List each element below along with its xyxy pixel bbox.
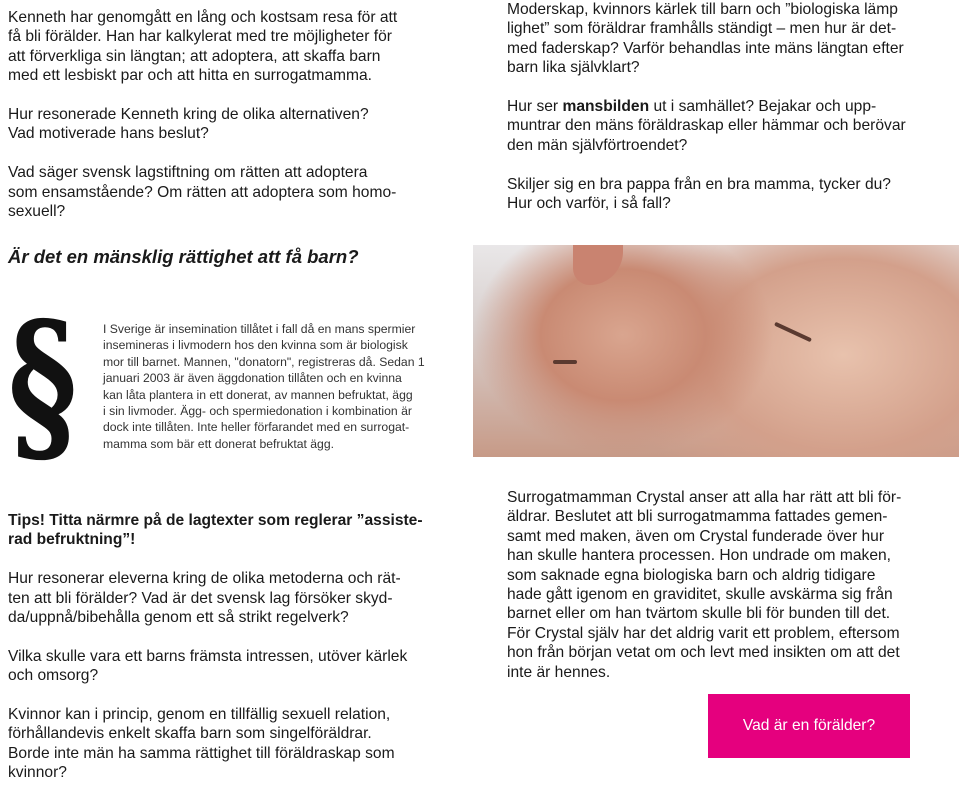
text-line: lighet” som föräldrar framhålls ständigt – men hur är det- xyxy=(507,20,897,38)
section-heading: Är det en mänsklig rättighet att få barn? xyxy=(8,246,359,267)
text-line: Hur resonerade Kenneth kring de olika alternativen? xyxy=(8,106,369,124)
text-line: samt med maken, även om Crystal funderade över hur xyxy=(507,527,885,545)
text-line: Vilka skulle vara ett barns främsta intressen, utöver kärlek xyxy=(8,647,408,665)
intro-text xyxy=(8,8,397,221)
text-line: Borde inte män ha samma rättighet till föräldraskap som xyxy=(8,744,395,762)
text-line: som saknade egna biologiska barn och aldrig tidigare xyxy=(507,566,876,584)
text-line: barn lika självklart? xyxy=(507,59,640,77)
text-line: Skiljer sig en bra pappa från en bra mamma, tycker du? xyxy=(507,175,891,193)
text-line: hon från början vetat om och levt med insikten om att det xyxy=(507,644,900,662)
text-line: han skulle hantera processen. Hon undrade om maken, xyxy=(507,547,892,565)
what-is-a-parent-box xyxy=(708,694,910,758)
photo-detail xyxy=(774,322,812,343)
text-line: Hur resonerar eleverna kring de olika metoderna och rät- xyxy=(8,570,401,588)
text-line: För Crystal själv har det aldrig varit ett problem, eftersom xyxy=(507,624,900,642)
text-line: ten att bli förälder? Vad är det svensk lag försöker skyd- xyxy=(8,589,393,607)
text-line: rad befruktning”! xyxy=(8,531,136,549)
text-line: muntrar den mäns föräldraskap eller hämmar och berövar xyxy=(507,117,906,135)
text-line: med ett lesbiskt par och att hitta en surrogatmamma. xyxy=(8,67,373,85)
tips-text xyxy=(8,511,423,783)
text-span: ut i samhället? Bejakar och upp- xyxy=(649,98,877,116)
text-line: Surrogatmamman Crystal anser att alla har rätt att bli för- xyxy=(507,489,902,506)
newborn-and-father-photo xyxy=(473,245,959,457)
text-line: den män självförtroendet? xyxy=(507,136,688,154)
text-line: barnet eller om han tvärtom skulle bli för bunden till det. xyxy=(507,605,891,623)
text-line: Tips! Titta närmre på de lagtexter som reglerar ”assiste- xyxy=(8,512,423,529)
text-line: Hur och varför, i så fall? xyxy=(507,195,671,213)
text-line: januari 2003 är även äggdonation tillåten och en kvinna xyxy=(103,371,402,386)
text-line: mor till barnet. Mannen, "donatorn", registreras då. Sedan 1 xyxy=(103,354,425,369)
text-line: Vad motiverade hans beslut? xyxy=(8,125,209,143)
text-line: att förverkliga sin längtan; att adoptera, att skaffa barn xyxy=(8,47,381,65)
text-line: hade gått igenom en graviditet, skulle avskärma sig från xyxy=(507,586,893,604)
text-line: Vad säger svensk lagstiftning om rätten att adoptera xyxy=(8,164,368,182)
text-line: med faderskap? Varför behandlas inte mäns längtan efter xyxy=(507,39,904,57)
cta-label: Vad är en förälder? xyxy=(742,717,876,734)
text-line: I Sverige är insemination tillåtet i fall då en mans spermier xyxy=(103,322,416,336)
text-line: i sin livmoder. Ägg- och spermiedonation i kombination är xyxy=(103,404,412,419)
text-line: och omsorg? xyxy=(8,667,99,685)
text-line: sexuell? xyxy=(8,203,66,221)
emphasis: mansbilden xyxy=(562,98,650,116)
text-line: inte är hennes. xyxy=(507,663,611,681)
paragraph-symbol-icon: § xyxy=(8,285,78,485)
questions-right xyxy=(507,0,906,213)
text-line: förhållandevis enkelt skaffa barn som singelföräldrar. xyxy=(8,725,372,743)
text-line: Kvinnor kan i princip, genom en tillfällig sexuell relation, xyxy=(8,706,391,724)
text-line: Kenneth har genomgått en lång och kostsam resa för att xyxy=(8,9,398,26)
text-line: da/uppnå/bibehålla genom ett så strikt regelverk? xyxy=(8,609,349,627)
crystal-text xyxy=(507,488,901,682)
photo-detail xyxy=(573,245,623,285)
text-line: insemineras i livmodern hos den kvinna som är biologisk xyxy=(103,338,408,353)
text-line: dock inte tillåten. Inte heller förfarandet med en surrogat- xyxy=(103,420,410,435)
text-line: Moderskap, kvinnors kärlek till barn och ”biologiska lämp xyxy=(507,1,898,18)
text-line: kan låta plantera in ett donerat, av mannen befruktat, ägg xyxy=(103,387,413,402)
text-line: som ensamstående? Om rätten att adoptera som homo- xyxy=(8,183,397,201)
text-line: få bli förälder. Han har kalkylerat med tre möjligheter för xyxy=(8,28,392,46)
law-box-text xyxy=(103,321,425,452)
text-line: mamma som bär ett donerat befruktat ägg. xyxy=(103,436,334,451)
text-line xyxy=(507,97,906,116)
text-line: äldrar. Beslutet att bli surrogatmamma fattades gemen- xyxy=(507,508,888,526)
text-line: kvinnor? xyxy=(8,764,67,782)
photo-detail xyxy=(553,360,577,364)
text-span: Hur ser xyxy=(507,98,563,116)
